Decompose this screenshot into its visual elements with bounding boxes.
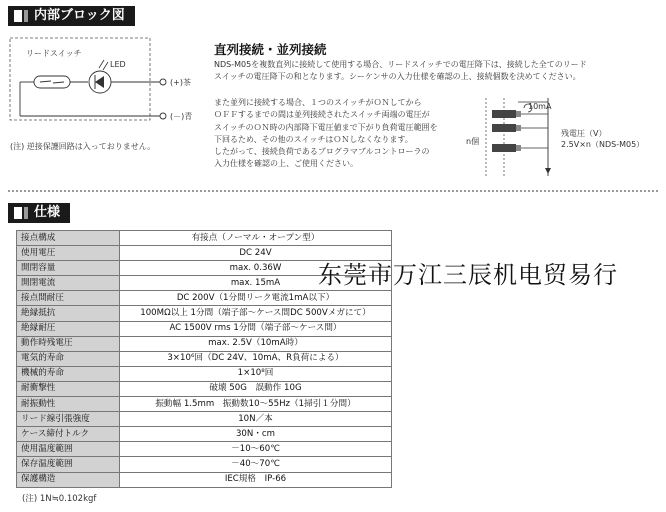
parallel-line: スイッチのＯＮ時の内部降下電圧値まで下がり負荷電圧範囲を <box>214 122 438 132</box>
spec-row <box>17 366 392 381</box>
spec-value: －40～70℃ <box>120 457 392 472</box>
section-title: 内部ブロック図 <box>34 8 125 23</box>
watermark-text: 东莞市万江三辰机电贸易行 <box>318 261 618 289</box>
parallel-line: また並列に接続する場合、１つのスイッチがＯＮしてから <box>214 98 422 107</box>
spec-value: 振動幅 1.5mm 振動数10～55Hz（1掃引１分間） <box>120 397 392 412</box>
parallel-line: 入力仕様を確認の上、ご使用ください。 <box>214 159 358 169</box>
parallel-line: ＯＦＦするまでの間は並列接続されたスイッチ両端の電圧が <box>214 110 430 120</box>
spec-value: DC 200V（1分間リーク電流1mA以下） <box>120 291 392 306</box>
parallel-paragraph <box>214 97 464 171</box>
spec-value: IEC規格 IP-66 <box>120 472 392 487</box>
spec-value: max. 2.5V（10mA時） <box>120 336 392 351</box>
spec-key: 接点構成 <box>17 231 120 246</box>
switch-unit <box>492 110 548 118</box>
spec-key: 使用電圧 <box>17 246 120 261</box>
plus-terminal-label: (+)茶 <box>170 78 191 87</box>
residual-voltage-label: 残電圧（V） <box>561 129 607 138</box>
circuit-note: (注) 逆接保護回路は入っておりません。 <box>10 142 156 151</box>
spec-value: 30N・cm <box>120 427 392 442</box>
spec-key: 電気的寿命 <box>17 351 120 366</box>
series-line: NDS-M05を複数直列に接続して使用する場合、リードスイッチでの電圧降下は、接続した全てのリード <box>214 60 587 69</box>
header-mark <box>14 207 22 219</box>
reed-switch-label: リードスイッチ <box>26 49 82 58</box>
spec-value: 100MΩ以上 1分間（端子部～ケース間DC 500Vメガにて） <box>120 306 392 321</box>
residual-voltage-formula: 2.5V×n（NDS-M05） <box>561 140 645 149</box>
spec-row <box>17 336 392 351</box>
spec-row <box>17 351 392 366</box>
spec-key: 絶縁抵抗 <box>17 306 120 321</box>
spec-value: max. 0.36W <box>120 261 392 276</box>
spec-key: 耐振動性 <box>17 397 120 412</box>
spec-row <box>17 306 392 321</box>
spec-key: 開閉容量 <box>17 261 120 276</box>
switch-unit <box>492 124 548 132</box>
n-count-label: n個 <box>466 137 480 146</box>
spec-row <box>17 442 392 457</box>
spec-row <box>17 321 392 336</box>
section-divider <box>8 190 658 192</box>
spec-key: 保存温度範囲 <box>17 457 120 472</box>
header-mark <box>14 10 22 22</box>
led-label: LED <box>110 60 126 69</box>
spec-key: 耐衝撃性 <box>17 381 120 396</box>
spec-key: 機械的寿命 <box>17 366 120 381</box>
spec-row <box>17 412 392 427</box>
series-line: スイッチの電圧降下の和となります。シーケンサの入力仕様を確認の上、接続個数を決めてください。 <box>214 72 581 82</box>
spec-key: リード線引張強度 <box>17 412 120 427</box>
spec-key: 動作時残電圧 <box>17 336 120 351</box>
spec-value: 破壊 50G 誤動作 10G <box>120 381 392 396</box>
spec-row <box>17 457 392 472</box>
spec-row <box>17 472 392 487</box>
header-mark-grey <box>24 10 28 22</box>
switch-unit <box>492 144 548 152</box>
spec-value: max. 15mA <box>120 276 392 291</box>
spec-value: 有接点（ノーマル・オープン型） <box>120 231 392 246</box>
series-parallel-title: 直列接続・並列接続 <box>214 42 327 57</box>
minus-terminal-label: (－)青 <box>170 112 193 121</box>
series-paragraph <box>214 59 654 84</box>
header-mark-grey <box>24 207 28 219</box>
spec-row <box>17 291 392 306</box>
spec-key: 使用温度範囲 <box>17 442 120 457</box>
spec-key: 開閉電流 <box>17 276 120 291</box>
spec-key: ケース締付トルク <box>17 427 120 442</box>
spec-value: 3×10⁶回（DC 24V、10mA、R負荷による） <box>120 351 392 366</box>
spec-value: 10N／本 <box>120 412 392 427</box>
section-header-block-diagram <box>8 6 135 26</box>
spec-row <box>17 397 392 412</box>
spec-key: 絶縁耐圧 <box>17 321 120 336</box>
parallel-line: したがって、接続負荷であるプログラマブルコントローラの <box>214 147 430 157</box>
footnote: (注) 1N≒0.102kgf <box>22 494 97 504</box>
spec-row <box>17 427 392 442</box>
spec-value: －10～60℃ <box>120 442 392 457</box>
parallel-line: 下回るため、その他のスイッチはＯＮしなくなります。 <box>214 134 413 144</box>
section-title: 仕様 <box>34 205 61 220</box>
spec-value: AC 1500V rms 1分間（端子部～ケース間） <box>120 321 392 336</box>
current-label: 10mA <box>528 102 552 111</box>
spec-row <box>17 231 392 246</box>
spec-key: 接点間耐圧 <box>17 291 120 306</box>
spec-row <box>17 381 392 396</box>
spec-value: 1×10⁸回 <box>120 366 392 381</box>
spec-value: DC 24V <box>120 246 392 261</box>
spec-key: 保護構造 <box>17 472 120 487</box>
section-header-spec <box>8 203 70 223</box>
